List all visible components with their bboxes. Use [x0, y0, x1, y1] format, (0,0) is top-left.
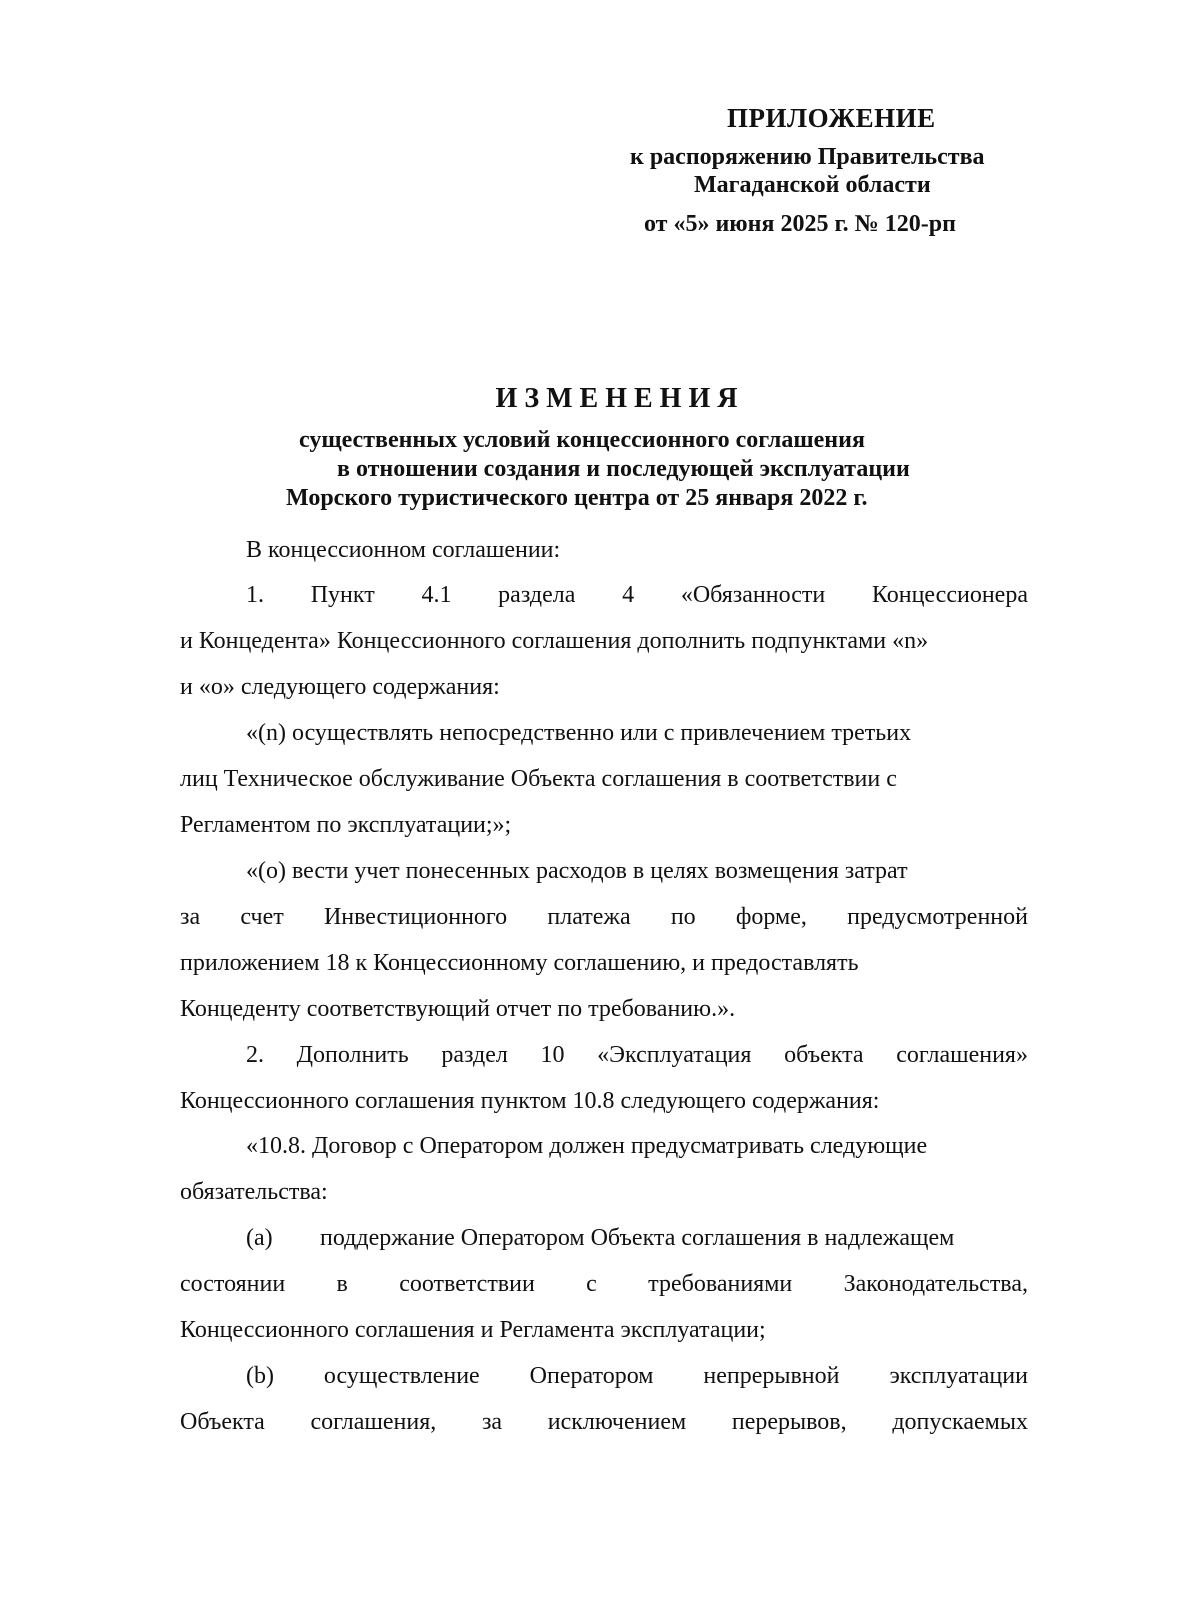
- word: перерывов,: [731, 1409, 847, 1435]
- po-line-4: Концеденту соответствующий отчет по требованию.».: [180, 996, 736, 1022]
- pa-label: (а): [246, 1225, 273, 1251]
- word: Концессионера: [871, 582, 1028, 608]
- subtitle-line-3: Морского туристического центра от 25 января 2022 г.: [286, 485, 868, 511]
- appendix-line-1: к распоряжению Правительства: [630, 144, 985, 170]
- pn-line-1: «(n) осуществлять непосредственно или с привлечением третьих: [246, 720, 912, 746]
- word: 4: [622, 582, 635, 608]
- word: в: [336, 1271, 348, 1297]
- pn-line-2: лиц Техническое обслуживание Объекта соглашения в соответствии с: [180, 766, 897, 792]
- word: соглашения»: [896, 1042, 1028, 1068]
- p1-line-3: и «o» следующего содержания:: [180, 674, 500, 700]
- document-title: ИЗМЕНЕНИЯ: [495, 383, 745, 414]
- word: предусмотренной: [847, 904, 1028, 930]
- p2-line-2: Концессионного соглашения пунктом 10.8 следующего содержания:: [180, 1088, 880, 1114]
- word: Объекта: [180, 1409, 265, 1435]
- word: объекта: [784, 1042, 864, 1068]
- word: требованиями: [648, 1271, 793, 1297]
- word: соглашения,: [310, 1409, 437, 1435]
- word: форме,: [735, 904, 807, 930]
- pb-line-1: [246, 1361, 1028, 1391]
- word: 4.1: [421, 582, 452, 608]
- p108-line-2: обязательства:: [180, 1179, 328, 1205]
- appendix-line-2: Магаданской области: [694, 172, 931, 198]
- word: эксплуатации: [889, 1363, 1028, 1389]
- p1-line-1: [246, 580, 1028, 610]
- word: раздел: [441, 1042, 508, 1068]
- pb-line-2: [180, 1407, 1028, 1437]
- word: раздела: [498, 582, 576, 608]
- word: Дополнить: [296, 1042, 409, 1068]
- word: Инвестиционного: [323, 904, 508, 930]
- word: Законодательства,: [843, 1271, 1028, 1297]
- pa-line-1: поддержание Оператором Объекта соглашения в надлежащем: [320, 1225, 955, 1251]
- word: осуществление: [323, 1363, 480, 1389]
- po-line-2: [180, 902, 1028, 932]
- word: состоянии: [180, 1271, 286, 1297]
- word: исключением: [547, 1409, 687, 1435]
- word: допускаемых: [892, 1409, 1028, 1435]
- appendix-line-3: от «5» июня 2025 г. № 120-рп: [644, 211, 956, 237]
- subtitle-line-2: в отношении создания и последующей эксплуатации: [337, 456, 910, 482]
- word: «Обязанности: [680, 582, 826, 608]
- word: соответствии: [399, 1271, 535, 1297]
- word: Пункт: [310, 582, 375, 608]
- pa-line-3: Концессионного соглашения и Регламента эксплуатации;: [180, 1317, 766, 1343]
- word: непрерывной: [703, 1363, 840, 1389]
- subtitle-line-1: существенных условий концессионного соглашения: [299, 427, 865, 453]
- word: 2.: [246, 1042, 264, 1068]
- p108-line-1: «10.8. Договор с Оператором должен предусматривать следующие: [246, 1133, 928, 1159]
- pn-line-3: Регламентом по эксплуатации;»;: [180, 812, 512, 838]
- word: «Эксплуатация: [597, 1042, 752, 1068]
- po-line-1: «(o) вести учет понесенных расходов в целях возмещения затрат: [246, 858, 908, 884]
- word: платежа: [547, 904, 631, 930]
- word: с: [586, 1271, 597, 1297]
- intro-line: В концессионном соглашении:: [246, 537, 561, 563]
- word: 10: [540, 1042, 565, 1068]
- p1-line-2: и Концедента» Концессионного соглашения дополнить подпунктами «n»: [180, 628, 929, 654]
- word: 1.: [246, 582, 264, 608]
- word: за: [481, 1409, 503, 1435]
- word: (b): [246, 1363, 274, 1389]
- p2-line-1: [246, 1040, 1028, 1070]
- word: по: [670, 904, 696, 930]
- word: Оператором: [529, 1363, 654, 1389]
- appendix-title: ПРИЛОЖЕНИЕ: [727, 103, 936, 133]
- word: за: [180, 904, 201, 930]
- pa-line-2: [180, 1269, 1028, 1299]
- word: счет: [240, 904, 284, 930]
- po-line-3: приложением 18 к Концессионному соглашению, и предоставлять: [180, 950, 859, 976]
